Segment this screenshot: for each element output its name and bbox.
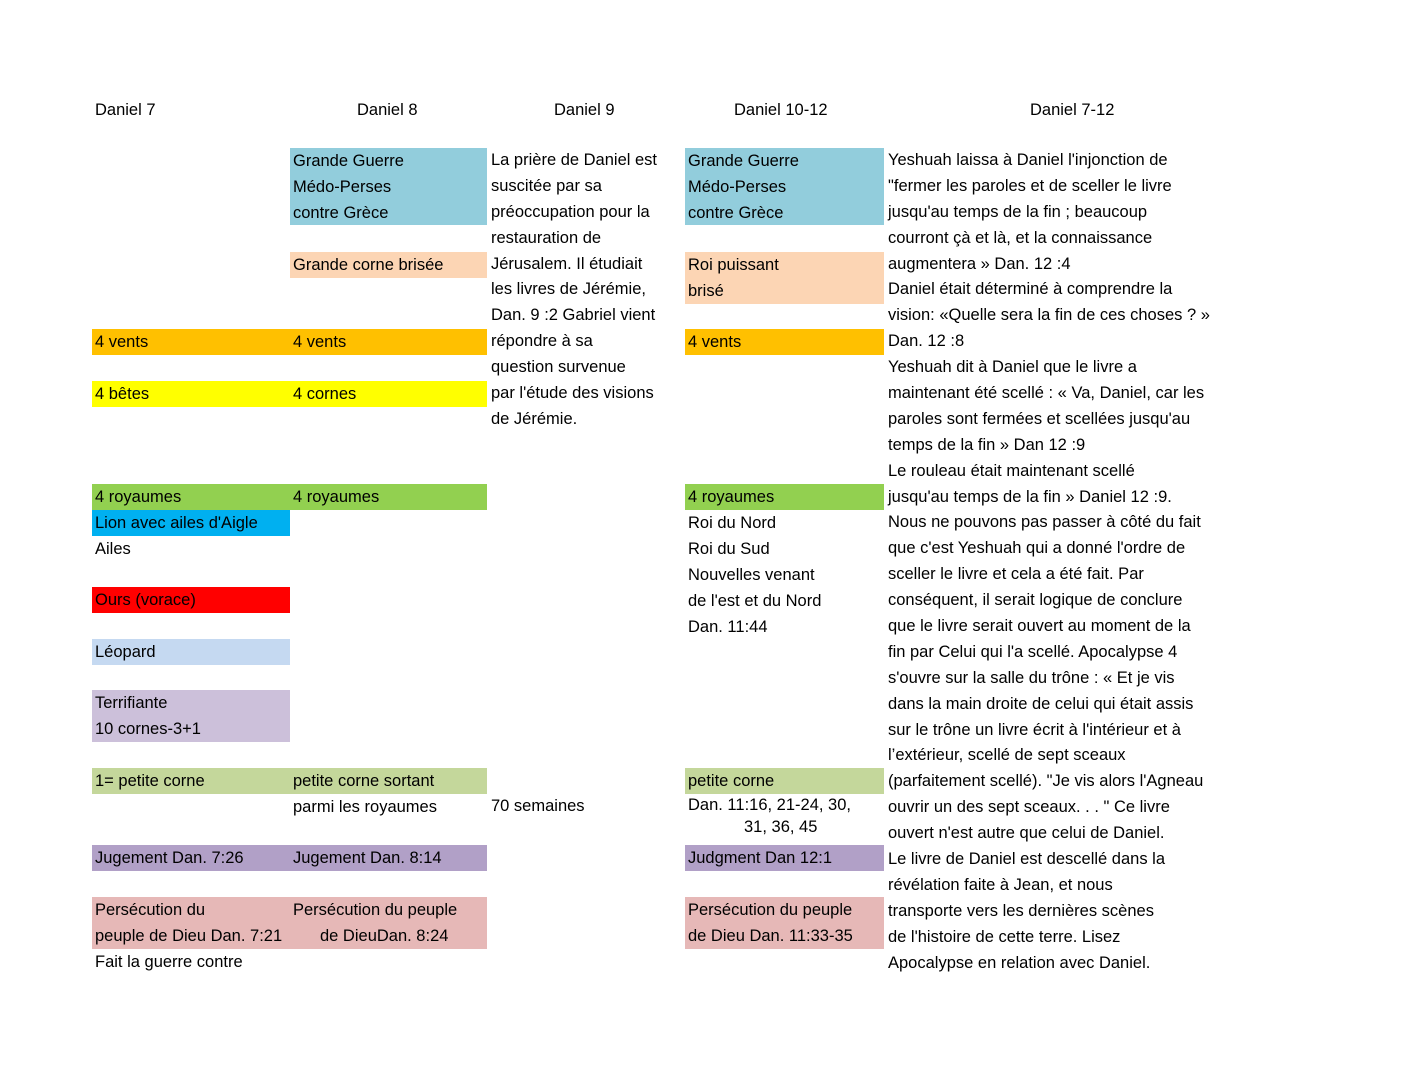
d10-kings-and-news [685, 510, 884, 640]
commentary-line: paroles sont fermées et scellées jusqu'au [888, 409, 1191, 428]
d9-prayer-line: les livres de Jérémie, [491, 280, 646, 299]
d10-great-war-line-2: Médo-Perses [688, 177, 787, 196]
d10-great-war [685, 148, 884, 225]
d7-wings: Ailes [95, 540, 131, 558]
commentary-line: Yeshuah laissa à Daniel l'injonction de [888, 151, 1168, 169]
commentary-line: conséquent, il serait logique de conclure [888, 591, 1183, 610]
commentary-line: Apocalypse en relation avec Daniel. [888, 953, 1151, 972]
commentary-line: transporte vers les dernières scènes [888, 901, 1154, 920]
commentary-line: de l'histoire de cette terre. Lisez [888, 927, 1121, 946]
commentary-line: Le rouleau était maintenant scellé [888, 461, 1135, 480]
d7-four-beasts: 4 bêtes [92, 381, 290, 407]
d10-mighty-king-line-1: Roi puissant [688, 256, 779, 274]
d9-prayer-line: répondre à sa [491, 332, 593, 351]
d10-references [685, 794, 884, 842]
d8-persecution [290, 897, 487, 949]
d9-prayer-line: restauration de [491, 228, 602, 247]
d10-little-horn: petite corne [685, 768, 884, 794]
commentary-line: ouvrir un des sept sceaux. . . " Ce livre [888, 798, 1170, 817]
header-daniel-10-12: Daniel 10-12 [734, 101, 828, 119]
d8-broken-horn: Grande corne brisée [290, 252, 487, 278]
d8-great-war-line-1: Grande Guerre [293, 152, 404, 170]
commentary-line: Daniel était déterminé à comprendre la [888, 280, 1173, 299]
d10-great-war-line-1: Grande Guerre [688, 152, 799, 170]
commentary-line: Yeshuah dit à Daniel que le livre a [888, 358, 1137, 377]
d7-terrifying-beast [92, 690, 290, 742]
d7-four-winds: 4 vents [92, 329, 290, 355]
commentary-line: s'ouvre sur la salle du trône : « Et je vis [888, 668, 1175, 687]
d10-persecution [685, 897, 884, 949]
d10-references-line-1: Dan. 11:16, 21-24, 30, [688, 796, 851, 814]
commentary-line: augmentera » Dan. 12 :4 [888, 254, 1071, 273]
d8-four-winds: 4 vents [290, 329, 487, 355]
d8-great-war-line-3: contre Grèce [293, 203, 389, 222]
d9-prayer-line: suscitée par sa [491, 176, 602, 195]
d8-great-war-line-2: Médo-Perses [293, 177, 392, 196]
d8-four-kingdoms: 4 royaumes [290, 484, 487, 510]
d10-news-line-1: Nouvelles venant [688, 565, 815, 584]
header-daniel-7-12: Daniel 7-12 [1030, 101, 1115, 119]
d10-four-winds: 4 vents [685, 329, 884, 355]
d9-seventy-weeks: 70 semaines [491, 797, 585, 815]
commentary-line: sceller le livre et cela a été fait. Par [888, 565, 1144, 584]
d10-great-war-line-3: contre Grèce [688, 203, 784, 222]
commentary-line: jusqu'au temps de la fin ; beaucoup [888, 202, 1148, 221]
commentary-line: fin par Celui qui l'a scellé. Apocalypse 4 [888, 642, 1178, 661]
d7-12-commentary [888, 148, 1210, 977]
commentary-line: (parfaitement scellé). "Je vis alors l'Agneau [888, 772, 1204, 791]
d7-terrifying-line-2: 10 cornes-3+1 [95, 719, 201, 738]
d9-prayer-line: La prière de Daniel est [491, 151, 658, 169]
d7-persecution-line-1: Persécution du [95, 901, 206, 919]
commentary-line: sur le trône un livre écrit à l'intérieur et à [888, 720, 1181, 739]
d10-king-north: Roi du Nord [688, 514, 777, 532]
d7-four-kingdoms: 4 royaumes [92, 484, 290, 510]
d8-persecution-line-1: Persécution du peuple [293, 901, 458, 919]
d10-mighty-king [685, 252, 884, 304]
commentary-line: courront çà et là, et la connaissance [888, 228, 1153, 247]
commentary-line: dans la main droite de celui qui était assis [888, 694, 1194, 713]
d8-persecution-line-2: de DieuDan. 8:24 [320, 926, 449, 945]
d7-persecution-line-2: peuple de Dieu Dan. 7:21 [95, 926, 283, 945]
d9-prayer-line: par l'étude des visions [491, 384, 654, 403]
commentary-line: Le livre de Daniel est descellé dans la [888, 850, 1165, 869]
d10-king-south: Roi du Sud [688, 539, 770, 558]
d8-great-war [290, 148, 487, 225]
d7-persecution [92, 897, 290, 949]
header-daniel-7: Daniel 7 [95, 101, 156, 119]
d8-four-horns: 4 cornes [290, 381, 487, 407]
commentary-line: que c'est Yeshuah qui a donné l'ordre de [888, 539, 1186, 558]
commentary-line: "fermer les paroles et de sceller le livre [888, 176, 1172, 195]
commentary-line: que le livre serait ouvert au moment de la [888, 617, 1191, 636]
d10-news-line-3: Dan. 11:44 [688, 617, 768, 636]
d10-references-line-2: 31, 36, 45 [744, 818, 818, 836]
header-daniel-8: Daniel 8 [357, 101, 418, 119]
commentary-line: temps de la fin » Dan 12 :9 [888, 435, 1086, 454]
d7-little-horn: 1= petite corne [92, 768, 290, 794]
d7-bear: Ours (vorace) [92, 587, 290, 613]
d9-prayer-line: de Jérémie. [491, 409, 578, 428]
commentary-line: l’extérieur, scellé de sept sceaux [888, 746, 1126, 765]
commentary-line: révélation faite à Jean, et nous [888, 875, 1113, 894]
d7-leopard: Léopard [92, 639, 290, 665]
d7-terrifying-line-1: Terrifiante [95, 694, 168, 712]
commentary-line: Dan. 12 :8 [888, 332, 965, 351]
d7-lion: Lion avec ailes d'Aigle [92, 510, 290, 536]
d8-little-horn: petite corne sortant [290, 768, 487, 794]
d10-persecution-line-1: Persécution du peuple [688, 901, 853, 919]
commentary-line: vision: «Quelle sera la fin de ces choses ? » [888, 306, 1210, 325]
d9-prayer-line: Dan. 9 :2 Gabriel vient [491, 306, 656, 325]
d10-judgment: Judgment Dan 12:1 [685, 845, 884, 871]
d9-prayer-line: question survenue [491, 358, 626, 377]
d9-prayer-paragraph [491, 148, 657, 433]
d9-prayer-line: préoccupation pour la [491, 202, 650, 221]
d8-little-horn-sub: parmi les royaumes [293, 798, 437, 816]
d9-prayer-line: Jérusalem. Il étudiait [491, 254, 643, 273]
d10-mighty-king-line-2: brisé [688, 281, 724, 300]
commentary-line: ouvert n'est autre que celui de Daniel. [888, 824, 1165, 843]
header-daniel-9: Daniel 9 [554, 101, 615, 119]
d10-news-line-2: de l'est et du Nord [688, 591, 822, 610]
commentary-line: maintenant été scellé : « Va, Daniel, car les [888, 384, 1205, 403]
d10-four-kingdoms: 4 royaumes [685, 484, 884, 510]
commentary-line: jusqu'au temps de la fin » Daniel 12 :9. [888, 487, 1172, 506]
d8-judgment: Jugement Dan. 8:14 [290, 845, 487, 871]
d7-judgment: Jugement Dan. 7:26 [92, 845, 290, 871]
d10-persecution-line-2: de Dieu Dan. 11:33-35 [688, 926, 853, 945]
d7-makes-war: Fait la guerre contre [95, 953, 243, 971]
commentary-line: Nous ne pouvons pas passer à côté du fait [888, 513, 1201, 532]
